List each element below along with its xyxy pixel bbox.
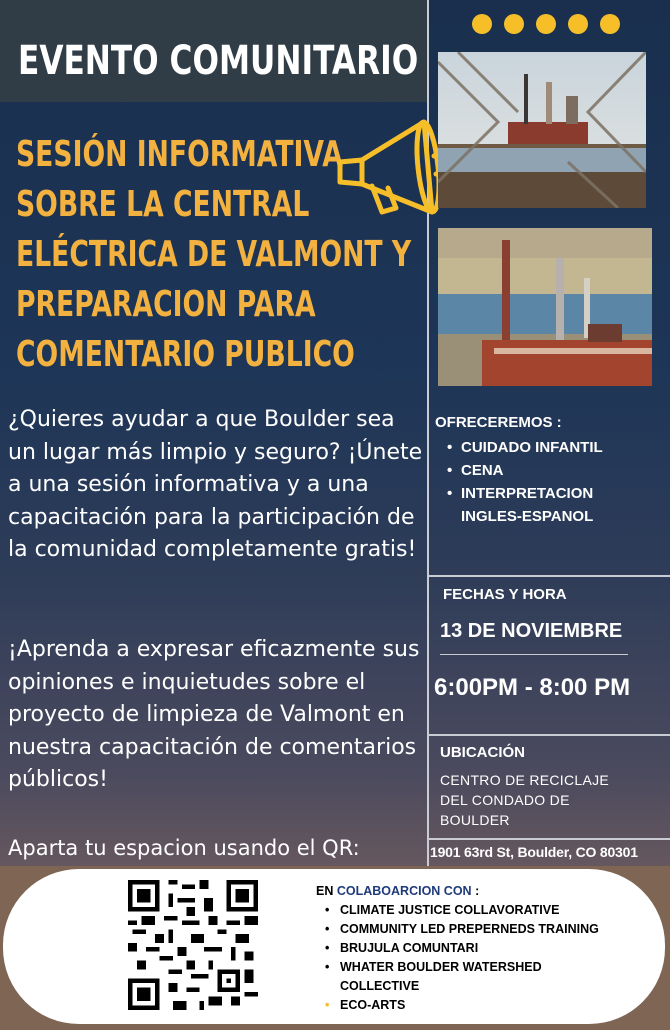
subtitle-line: SOBRE LA CENTRAL xyxy=(16,184,310,225)
intro-paragraph: ¿Quieres ayudar a que Boulder sea un lugar más limpio y seguro? ¡Únete a una sesión informativa y a una capacitación para la participación de la comunidad completamente gratis! xyxy=(8,407,423,562)
collaboration-highlight: COLABOARCION CON xyxy=(336,884,472,898)
partner-item: • COMMUNITY LED PREPERNEDS TRAINING xyxy=(316,920,660,939)
training-paragraph: ¡Aprenda a expresar eficazmente sus opiniones e inquietudes sobre el proyecto de limpieza de Valmont en nuestra capacitación de comentarios públicos! xyxy=(8,637,420,792)
power-plant-lake-photo xyxy=(438,228,652,386)
event-time: 6:00PM - 8:00 PM xyxy=(434,674,631,701)
subtitle-line: SESIÓN INFORMATIVA xyxy=(16,134,343,175)
dot-icon xyxy=(504,14,524,34)
dot-icon xyxy=(568,14,588,34)
partner-item: • CLIMATE JUSTICE COLLAVORATIVE xyxy=(316,901,660,920)
collaboration-suffix: : xyxy=(475,884,480,898)
partner-item: • WHATER BOULDER WATERSHED COLLECTIVE xyxy=(316,958,590,996)
poster-title: EVENTO COMUNITARIO xyxy=(18,38,419,84)
qr-prompt: Aparta tu espacion usando el QR: xyxy=(8,836,360,860)
partner-item: • ECO-ARTS xyxy=(316,996,660,1015)
dot-icon xyxy=(472,14,492,34)
qr-code[interactable] xyxy=(128,880,258,1010)
offer-item: • INTERPRETACION INGLES-ESPANOL xyxy=(447,482,631,528)
partner-item: • BRUJULA COMUNTARI xyxy=(316,939,660,958)
subtitle-line: ELÉCTRICA DE VALMONT Y xyxy=(16,234,412,275)
schedule-label: FECHAS Y HORA xyxy=(443,586,567,603)
power-plant-fence-photo xyxy=(438,52,646,208)
divider-location xyxy=(428,838,670,840)
dot-icon xyxy=(536,14,556,34)
subtitle-line: COMENTARIO PUBLICO xyxy=(16,334,355,375)
collaboration-title xyxy=(316,884,660,898)
location-name: CENTRO DE RECICLAJE DEL CONDADO DE BOULDER xyxy=(440,772,610,828)
decorative-dots xyxy=(472,14,620,34)
collaboration-block xyxy=(316,884,660,1015)
offer-item: • CENA xyxy=(447,459,631,482)
location-label: UBICACIÓN xyxy=(440,744,525,761)
offers-list xyxy=(447,436,631,528)
dot-icon xyxy=(600,14,620,34)
divider-time xyxy=(428,734,670,736)
collaboration-prefix: EN xyxy=(316,884,334,898)
divider-date xyxy=(440,654,628,655)
header-band xyxy=(0,0,428,102)
location-address: 1901 63rd St, Boulder, CO 80301 xyxy=(430,844,638,860)
offer-item: • CUIDADO INFANTIL xyxy=(447,436,631,459)
subtitle-line: PREPARACION PARA xyxy=(16,284,316,325)
divider-offers xyxy=(428,575,670,577)
offers-title: OFRECEREMOS : xyxy=(435,414,562,431)
partner-list xyxy=(316,901,660,1015)
event-date: 13 DE NOVIEMBRE xyxy=(440,620,623,642)
